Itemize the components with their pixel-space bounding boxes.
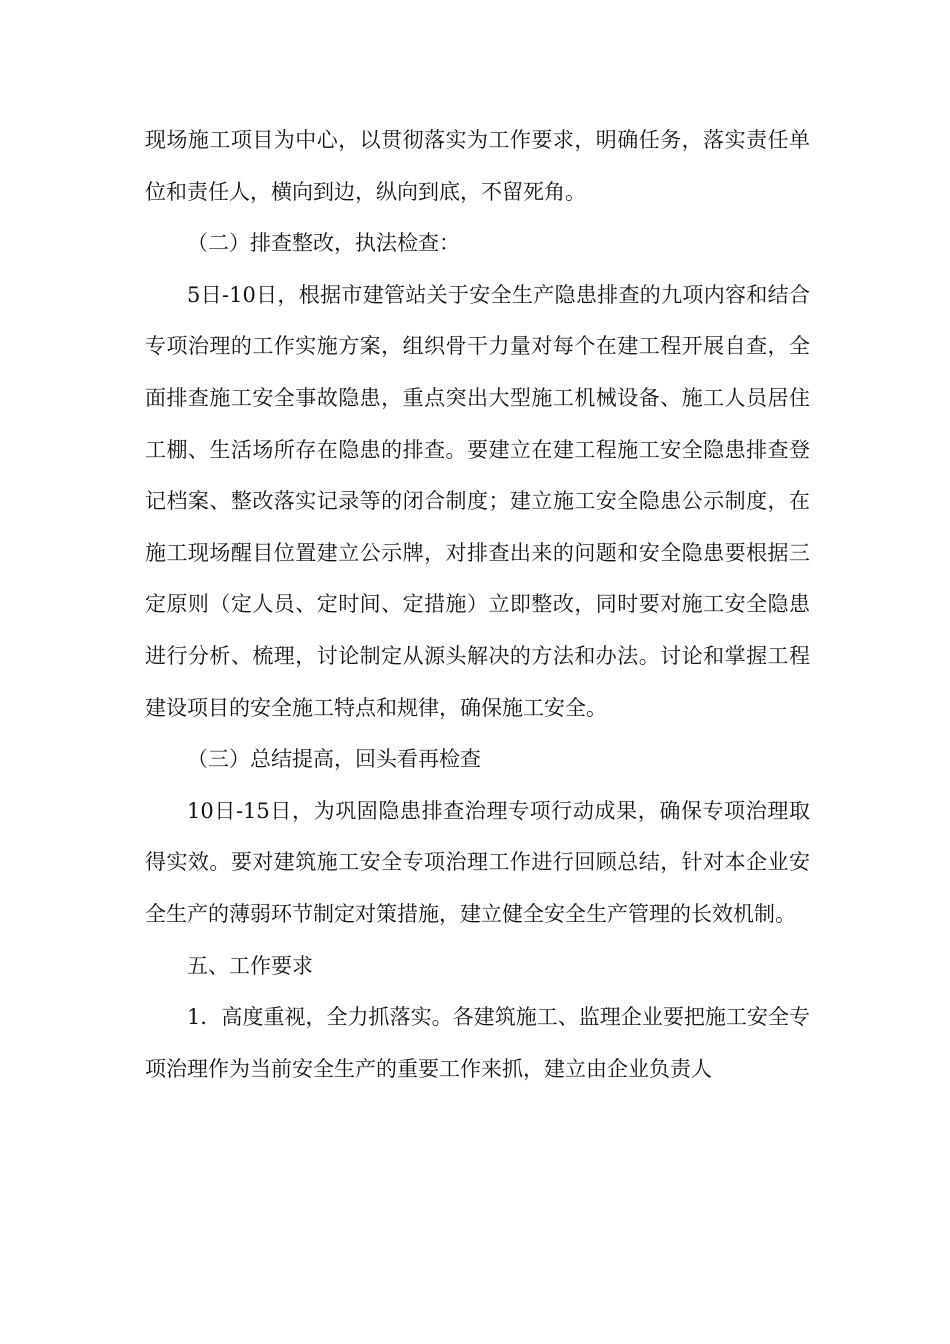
paragraph-summary: 10日-15日，为巩固隐患排查治理专项行动成果，确保专项治理取得实效。要对建筑施工安全专项治理工作进行回顾总结，针对本企业安全生产的薄弱环节制定对策措施，建立健全安全生产管理的长效机制。	[145, 798, 810, 926]
section-heading-5: 五、工作要求	[187, 953, 313, 978]
paragraph-inspection: 5日-10日，根据市建管站关于安全生产隐患排查的九项内容和结合专项治理的工作实施方案，组织骨干力量对每个在建工程开展自查，全面排查施工安全事故隐患，重点突出大型施工机械设备、施工人员居住工棚、生活场所存在隐患的排查。要建立在建工程施工安全隐患排查登记档案、整改落实记录等的闭合制度；建立施工安全隐患公示制度，在施工现场醒目位置建立公示牌，对排查出来的问题和安全隐患要根据三定原则（定人员、定时间、定措施）立即整改，同时要对施工安全隐患进行分析、梳理，讨论制定从源头解决的方法和办法。讨论和掌握工程建设项目的安全施工特点和规律，确保施工安全。	[145, 282, 810, 720]
section-heading-3: （三）总结提高，回头看再检查	[187, 747, 481, 772]
section-heading-2: （二）排查整改，执法检查：	[187, 231, 460, 256]
document-body	[145, 115, 810, 1095]
paragraph-continuation: 现场施工项目为中心，以贯彻落实为工作要求，明确任务，落实责任单位和责任人，横向到边，纵向到底，不留死角。	[145, 128, 810, 204]
paragraph-requirement-1: 1．高度重视，全力抓落实。各建筑施工、监理企业要把施工安全专项治理作为当前安全生产的重要工作来抓，建立由企业负责人	[145, 1005, 810, 1081]
